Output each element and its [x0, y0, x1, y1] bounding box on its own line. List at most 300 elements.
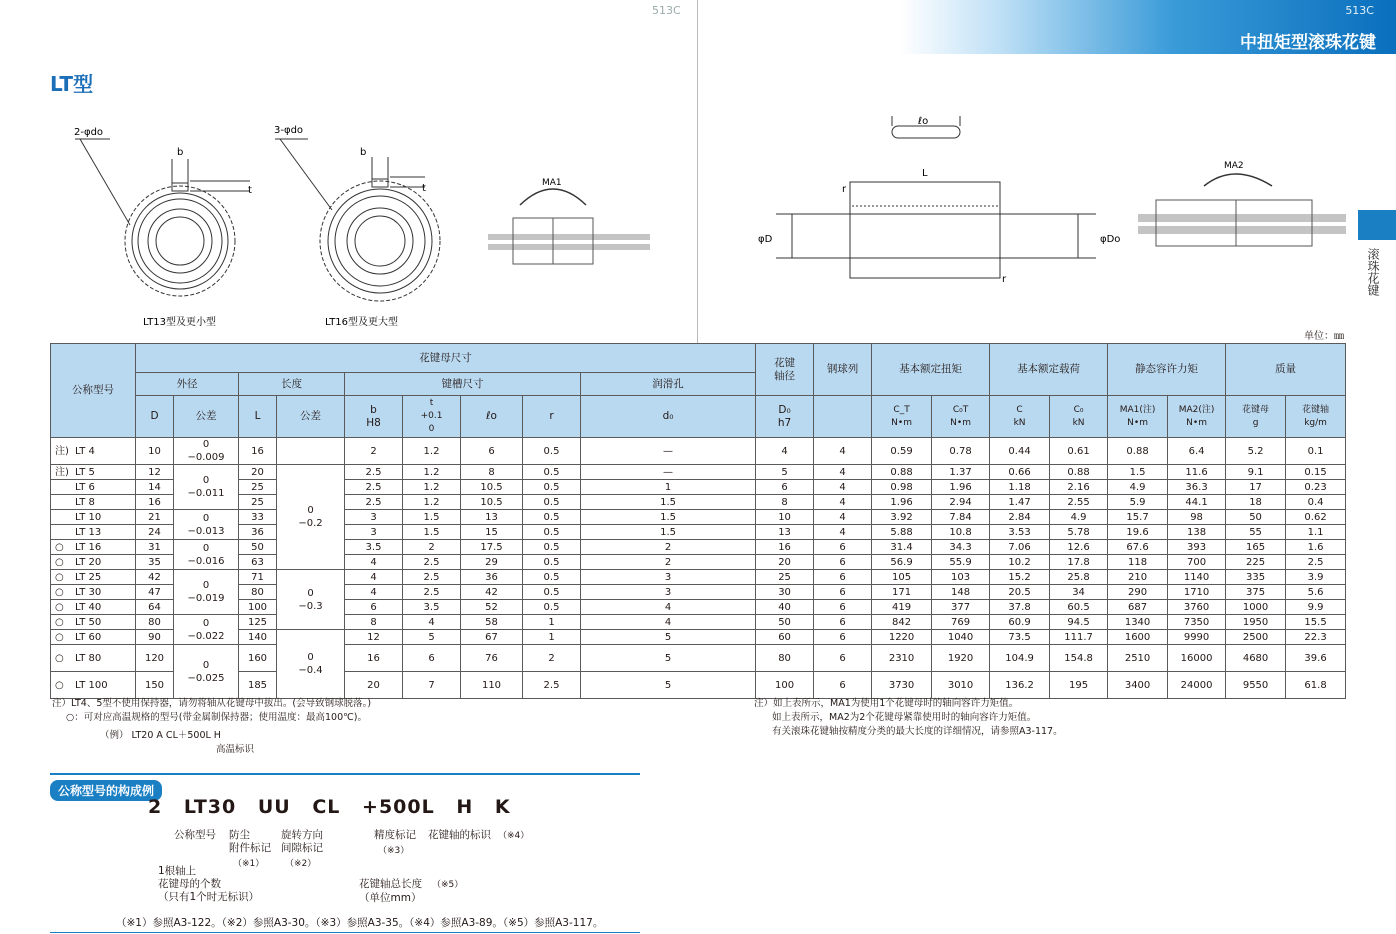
table-cell: 150 — [136, 672, 174, 699]
table-cell: 1710 — [1168, 585, 1226, 600]
table-cell: 700 — [1168, 555, 1226, 570]
th-static-moment: 静态容许力矩 — [1108, 344, 1226, 396]
table-cell: ○ LT 60 — [51, 630, 136, 645]
table-row — [51, 600, 1346, 615]
table-cell: 35 — [136, 555, 174, 570]
table-cell: 1140 — [1168, 570, 1226, 585]
table-cell: 6 — [814, 585, 872, 600]
table-cell: 4 — [581, 615, 756, 630]
lbl-rot-ref: （※2） — [285, 859, 317, 869]
table-cell: 5 — [756, 465, 814, 480]
table-cell: 6 — [814, 672, 872, 699]
table-cell: 5 — [581, 672, 756, 699]
table-cell: 1220 — [872, 630, 932, 645]
label-D: φD — [758, 234, 773, 245]
example-refs: （※1）参照A3-122。（※2）参照A3-30。（※3）参照A3-35。（※4）参照A3-89。（※5）参照A3-117。 — [116, 917, 604, 929]
table-cell: 注) LT 4 — [51, 438, 136, 465]
table-cell: 42 — [461, 585, 523, 600]
table-cell: 25 — [239, 480, 277, 495]
table-row — [51, 645, 1346, 672]
table-cell: 10.2 — [990, 555, 1050, 570]
table-cell: ○ LT 20 — [51, 555, 136, 570]
table-cell: 1340 — [1108, 615, 1168, 630]
table-cell: 76 — [461, 645, 523, 672]
table-cell: 171 — [872, 585, 932, 600]
table-cell: 16 — [345, 645, 403, 672]
th-length: 长度 — [239, 373, 345, 396]
table-cell: ○ LT 25 — [51, 570, 136, 585]
note-example: （例） LT20 A CL＋500L H — [100, 730, 221, 741]
example-tag: 公称型号的构成例 — [50, 780, 162, 801]
note-ma2: 如上表所示，MA2为2个花键母紧靠使用时的轴向容许力矩值。 — [772, 712, 1037, 723]
table-cell: 50 — [1226, 510, 1286, 525]
table-cell: 58 — [461, 615, 523, 630]
table-cell: 5.88 — [872, 525, 932, 540]
note-hightemp-mark: 高温标识 — [216, 744, 255, 755]
code-precision: H — [456, 796, 474, 818]
table-cell: 1 — [523, 615, 581, 630]
table-cell: 73.5 — [990, 630, 1050, 645]
th-COT: C₀T N•m — [932, 396, 990, 438]
th-b: b H8 — [345, 396, 403, 438]
table-cell: 0 −0.011 — [174, 465, 239, 510]
table-cell: 2 — [523, 645, 581, 672]
table-cell: 377 — [932, 600, 990, 615]
code-count: 2 — [148, 796, 163, 818]
table-cell: 16 — [239, 438, 277, 465]
table-cell: 56.9 — [872, 555, 932, 570]
table-cell: 0 −0.019 — [174, 570, 239, 615]
table-cell: 160 — [239, 645, 277, 672]
th-lube: 润滑孔 — [581, 373, 756, 396]
assembly-figures — [756, 110, 1356, 290]
table-cell: 3.5 — [403, 600, 461, 615]
table-cell: 34 — [1050, 585, 1108, 600]
code-dust: UU — [257, 796, 291, 818]
th-keyway: 键槽尺寸 — [345, 373, 581, 396]
table-cell: 19.6 — [1108, 525, 1168, 540]
th-mass: 质量 — [1226, 344, 1346, 396]
table-cell: 0 −0.022 — [174, 615, 239, 645]
table-cell: 3.92 — [872, 510, 932, 525]
table-row — [51, 540, 1346, 555]
table-cell: 6 — [756, 480, 814, 495]
th-D: D — [136, 396, 174, 438]
table-cell: 1.5 — [1108, 465, 1168, 480]
table-cell: LT 13 — [51, 525, 136, 540]
table-cell: ○ LT 50 — [51, 615, 136, 630]
table-cell: 4 — [814, 465, 872, 480]
table-cell: 7.06 — [990, 540, 1050, 555]
table-cell: 4 — [345, 570, 403, 585]
table-cell: 17.8 — [1050, 555, 1108, 570]
code-clearance: CL — [312, 796, 341, 818]
table-row — [51, 570, 1346, 585]
th-Co: C₀ kN — [1050, 396, 1108, 438]
notes-right — [754, 697, 1063, 739]
table-cell: 20.5 — [990, 585, 1050, 600]
table-cell: 0 −0.025 — [174, 645, 239, 699]
th-C: C kN — [990, 396, 1050, 438]
table-cell: 80 — [136, 615, 174, 630]
table-cell: 5 — [581, 645, 756, 672]
table-row — [51, 585, 1346, 600]
label-Do: φDo — [1100, 234, 1121, 245]
table-cell: 210 — [1108, 570, 1168, 585]
th-l0: ℓo — [461, 396, 523, 438]
table-cell: ○ LT 16 — [51, 540, 136, 555]
table-cell: 3.5 — [345, 540, 403, 555]
th-shaft-dia: 花键 轴径 — [756, 344, 814, 396]
table-cell: 3010 — [932, 672, 990, 699]
code-length: +500L — [362, 796, 435, 818]
table-cell: 2.55 — [1050, 495, 1108, 510]
table-cell: 61.8 — [1286, 672, 1346, 699]
table-cell: 25 — [239, 495, 277, 510]
table-cell: 1040 — [932, 630, 990, 645]
table-cell: 10.5 — [461, 495, 523, 510]
caption-small-type: LT13型及更小型 — [143, 317, 217, 328]
table-cell: 6 — [814, 570, 872, 585]
table-cell: 15.5 — [1286, 615, 1346, 630]
table-cell: 0.5 — [523, 600, 581, 615]
table-cell: 3400 — [1108, 672, 1168, 699]
table-cell: 5.2 — [1226, 438, 1286, 465]
table-cell: 2.16 — [1050, 480, 1108, 495]
table-cell: 2.5 — [1286, 555, 1346, 570]
table-cell: 0.5 — [523, 510, 581, 525]
code-shaft-id: K — [494, 796, 511, 818]
label-l0: ℓo — [918, 116, 929, 127]
table-cell: 10.5 — [461, 480, 523, 495]
table-cell: 0.5 — [523, 495, 581, 510]
code-model: LT30 — [183, 796, 237, 818]
table-cell: 44.1 — [1168, 495, 1226, 510]
label-2do: 2-φdo — [74, 127, 104, 138]
table-cell: 138 — [1168, 525, 1226, 540]
table-cell: 60.9 — [990, 615, 1050, 630]
table-cell: 195 — [1050, 672, 1108, 699]
table-cell: 12 — [136, 465, 174, 480]
table-cell: 0 −0.4 — [277, 630, 345, 699]
table-cell: 15 — [461, 525, 523, 540]
table-cell: LT 6 — [51, 480, 136, 495]
lbl-shaft-id-ref: （※4） — [498, 831, 530, 841]
table-cell: 0.88 — [1050, 465, 1108, 480]
table-cell: 98 — [1168, 510, 1226, 525]
table-cell: 0.62 — [1286, 510, 1346, 525]
table-cell: 185 — [239, 672, 277, 699]
table-cell: 6 — [461, 438, 523, 465]
table-cell: 165 — [1226, 540, 1286, 555]
table-cell: 6 — [814, 615, 872, 630]
table-cell: 2.5 — [345, 495, 403, 510]
table-cell: 2500 — [1226, 630, 1286, 645]
table-cell: 1.5 — [581, 495, 756, 510]
table-cell: 9990 — [1168, 630, 1226, 645]
table-cell: 1.18 — [990, 480, 1050, 495]
table-cell: 0.5 — [523, 465, 581, 480]
table-cell: 1000 — [1226, 600, 1286, 615]
section-title: LT型 — [50, 72, 94, 96]
label-b2: b — [360, 147, 367, 158]
table-cell: 25 — [756, 570, 814, 585]
label-ma1: MA1 — [542, 178, 562, 188]
table-cell: 12.6 — [1050, 540, 1108, 555]
table-cell: 0 −0.3 — [277, 570, 345, 630]
table-cell: 4 — [814, 438, 872, 465]
table-cell: 0.5 — [523, 480, 581, 495]
table-cell: 0.88 — [872, 465, 932, 480]
table-cell: 1 — [523, 630, 581, 645]
table-cell: 105 — [872, 570, 932, 585]
table-cell: 2.5 — [345, 465, 403, 480]
lbl-shaft-id: 花键轴的标识 — [428, 829, 491, 841]
table-cell: 4 — [756, 438, 814, 465]
table-cell: 31 — [136, 540, 174, 555]
table-cell: ○ LT 80 — [51, 645, 136, 672]
th-load: 基本额定载荷 — [990, 344, 1108, 396]
table-cell: 24 — [136, 525, 174, 540]
table-cell: 769 — [932, 615, 990, 630]
table-cell: 0.44 — [990, 438, 1050, 465]
table-row — [51, 555, 1346, 570]
table-cell: 37.8 — [990, 600, 1050, 615]
label-L: L — [922, 168, 928, 179]
table-cell: 140 — [239, 630, 277, 645]
table-cell: 2510 — [1108, 645, 1168, 672]
table-cell: 1.5 — [581, 510, 756, 525]
table-cell: 0.23 — [1286, 480, 1346, 495]
table-cell: 1600 — [1108, 630, 1168, 645]
table-cell: 290 — [1108, 585, 1168, 600]
table-cell: 4 — [345, 585, 403, 600]
table-cell: ○ LT 40 — [51, 600, 136, 615]
table-cell: 125 — [239, 615, 277, 630]
table-cell: 4 — [814, 480, 872, 495]
table-cell: 20 — [345, 672, 403, 699]
table-cell: 0 −0.016 — [174, 540, 239, 570]
table-cell: 2 — [581, 540, 756, 555]
lbl-len-ref: （※5） — [432, 880, 464, 890]
table-cell: 3760 — [1168, 600, 1226, 615]
table-row — [51, 480, 1346, 495]
table-cell: 6 — [814, 630, 872, 645]
label-b1: b — [177, 147, 184, 158]
table-cell: 34.3 — [932, 540, 990, 555]
table-cell: 0 −0.009 — [174, 438, 239, 465]
lbl-prec: 精度标记 — [374, 829, 416, 841]
table-cell: 21 — [136, 510, 174, 525]
table-cell: 0.1 — [1286, 438, 1346, 465]
table-cell: 20 — [239, 465, 277, 480]
table-cell: 5.6 — [1286, 585, 1346, 600]
table-cell: 5 — [581, 630, 756, 645]
table-cell: 7.84 — [932, 510, 990, 525]
table-cell: 71 — [239, 570, 277, 585]
label-r2: r — [1002, 274, 1007, 285]
table-cell: 47 — [136, 585, 174, 600]
table-cell: 103 — [932, 570, 990, 585]
th-balls: 钢球列 — [814, 344, 872, 396]
lbl-len-unit: （单位mm） — [359, 892, 422, 904]
table-cell: 2 — [403, 540, 461, 555]
table-cell: 1 — [581, 480, 756, 495]
table-cell: 7350 — [1168, 615, 1226, 630]
note-hightemp: ○：可对应高温规格的型号(带金属制保持器；使用温度：最高100℃)。 — [66, 712, 368, 723]
th-r: r — [523, 396, 581, 438]
table-cell: 6 — [814, 540, 872, 555]
table-cell: 3 — [581, 585, 756, 600]
table-cell: 0.15 — [1286, 465, 1346, 480]
table-cell: 39.6 — [1286, 645, 1346, 672]
table-cell: 42 — [136, 570, 174, 585]
table-cell: 15.2 — [990, 570, 1050, 585]
page-number-right: 513C — [1345, 4, 1374, 17]
table-row — [51, 495, 1346, 510]
th-mass-nut: 花键母 g — [1226, 396, 1286, 438]
table-cell: 4680 — [1226, 645, 1286, 672]
table-cell: 5 — [403, 630, 461, 645]
table-row — [51, 615, 1346, 630]
table-cell: 0.61 — [1050, 438, 1108, 465]
table-cell: 1.2 — [403, 465, 461, 480]
table-cell: 1.47 — [990, 495, 1050, 510]
table-cell: 419 — [872, 600, 932, 615]
table-cell: 0.5 — [523, 525, 581, 540]
table-cell: 36.3 — [1168, 480, 1226, 495]
table-cell: 20 — [756, 555, 814, 570]
table-row — [51, 672, 1346, 699]
table-cell: 50 — [756, 615, 814, 630]
spec-table — [50, 343, 1346, 699]
table-cell: 1920 — [932, 645, 990, 672]
table-cell: 110 — [461, 672, 523, 699]
th-L: L — [239, 396, 277, 438]
page-number-left: 513C — [652, 4, 681, 17]
table-cell: LT 8 — [51, 495, 136, 510]
th-t: t +0.1 0 — [403, 396, 461, 438]
label-ma2: MA2 — [1224, 161, 1244, 171]
table-cell: 3 — [581, 570, 756, 585]
table-cell: 6 — [814, 645, 872, 672]
table-cell: 2.94 — [932, 495, 990, 510]
table-cell: 36 — [461, 570, 523, 585]
side-tab[interactable] — [1358, 210, 1396, 240]
table-cell: 111.7 — [1050, 630, 1108, 645]
th-model: 公称型号 — [51, 344, 136, 438]
table-cell: 90 — [136, 630, 174, 645]
note-ma1: 注）如上表所示，MA1为使用1个花键母时的轴向容许力矩值。 — [754, 698, 1019, 709]
table-cell: 55 — [1226, 525, 1286, 540]
table-cell: 67.6 — [1108, 540, 1168, 555]
table-cell: 154.8 — [1050, 645, 1108, 672]
table-cell: 36 — [239, 525, 277, 540]
table-cell: 0.5 — [523, 555, 581, 570]
table-cell: 4 — [814, 495, 872, 510]
table-cell: 100 — [239, 600, 277, 615]
table-cell: 9550 — [1226, 672, 1286, 699]
table-row — [51, 630, 1346, 645]
table-cell: 50 — [239, 540, 277, 555]
lbl-len: 花键轴总长度 — [359, 878, 422, 890]
table-cell: 15.7 — [1108, 510, 1168, 525]
table-cell: 148 — [932, 585, 990, 600]
table-cell: 12 — [345, 630, 403, 645]
table-cell: 5.9 — [1108, 495, 1168, 510]
table-cell: 4.9 — [1050, 510, 1108, 525]
table-cell: 17.5 — [461, 540, 523, 555]
th-mass-shaft: 花键轴 kg/m — [1286, 396, 1346, 438]
table-row — [51, 465, 1346, 480]
table-cell: 8 — [461, 465, 523, 480]
table-cell: 0.98 — [872, 480, 932, 495]
table-cell: 18 — [1226, 495, 1286, 510]
th-balls-blank — [814, 396, 872, 438]
example-rule — [50, 773, 640, 775]
table-cell: 6 — [403, 645, 461, 672]
unit-label: 单位：㎜ — [1304, 331, 1344, 342]
th-torque: 基本额定扭矩 — [872, 344, 990, 396]
table-cell: 17 — [1226, 480, 1286, 495]
table-cell: 63 — [239, 555, 277, 570]
table-cell: 1.5 — [403, 510, 461, 525]
table-cell: 687 — [1108, 600, 1168, 615]
table-cell: 6 — [814, 600, 872, 615]
table-cell: 6 — [345, 600, 403, 615]
table-cell: 0 −0.013 — [174, 510, 239, 540]
table-cell: 1.5 — [581, 525, 756, 540]
table-cell: 0.59 — [872, 438, 932, 465]
table-cell: 9.9 — [1286, 600, 1346, 615]
notes-left — [52, 697, 371, 757]
table-cell: 6.4 — [1168, 438, 1226, 465]
table-cell: 1.2 — [403, 495, 461, 510]
th-d0: d₀ — [581, 396, 756, 438]
table-cell: 375 — [1226, 585, 1286, 600]
table-cell: 2 — [581, 555, 756, 570]
table-cell: 1.37 — [932, 465, 990, 480]
table-cell: 335 — [1226, 570, 1286, 585]
lbl-dust: 防尘 附件标记 — [229, 829, 271, 854]
table-cell: 94.5 — [1050, 615, 1108, 630]
table-cell: 100 — [756, 672, 814, 699]
table-cell: 2.84 — [990, 510, 1050, 525]
table-row — [51, 510, 1346, 525]
table-cell: 10.8 — [932, 525, 990, 540]
table-cell: 31.4 — [872, 540, 932, 555]
th-MA2: MA2(注) N•m — [1168, 396, 1226, 438]
table-cell: 13 — [461, 510, 523, 525]
table-cell: 60.5 — [1050, 600, 1108, 615]
table-cell: 136.2 — [990, 672, 1050, 699]
table-cell: 10 — [756, 510, 814, 525]
table-cell: 393 — [1168, 540, 1226, 555]
table-cell: 52 — [461, 600, 523, 615]
table-cell: 1.2 — [403, 438, 461, 465]
table-cell: 2.5 — [403, 555, 461, 570]
cross-section-figures — [50, 115, 650, 330]
table-cell: 8 — [345, 615, 403, 630]
table-cell: ○ LT 100 — [51, 672, 136, 699]
table-cell: 842 — [872, 615, 932, 630]
table-cell: 7 — [403, 672, 461, 699]
table-cell: 13 — [756, 525, 814, 540]
th-tol1: 公差 — [174, 396, 239, 438]
table-cell: 3 — [345, 525, 403, 540]
table-cell: 0 −0.2 — [277, 465, 345, 570]
table-cell: 55.9 — [932, 555, 990, 570]
